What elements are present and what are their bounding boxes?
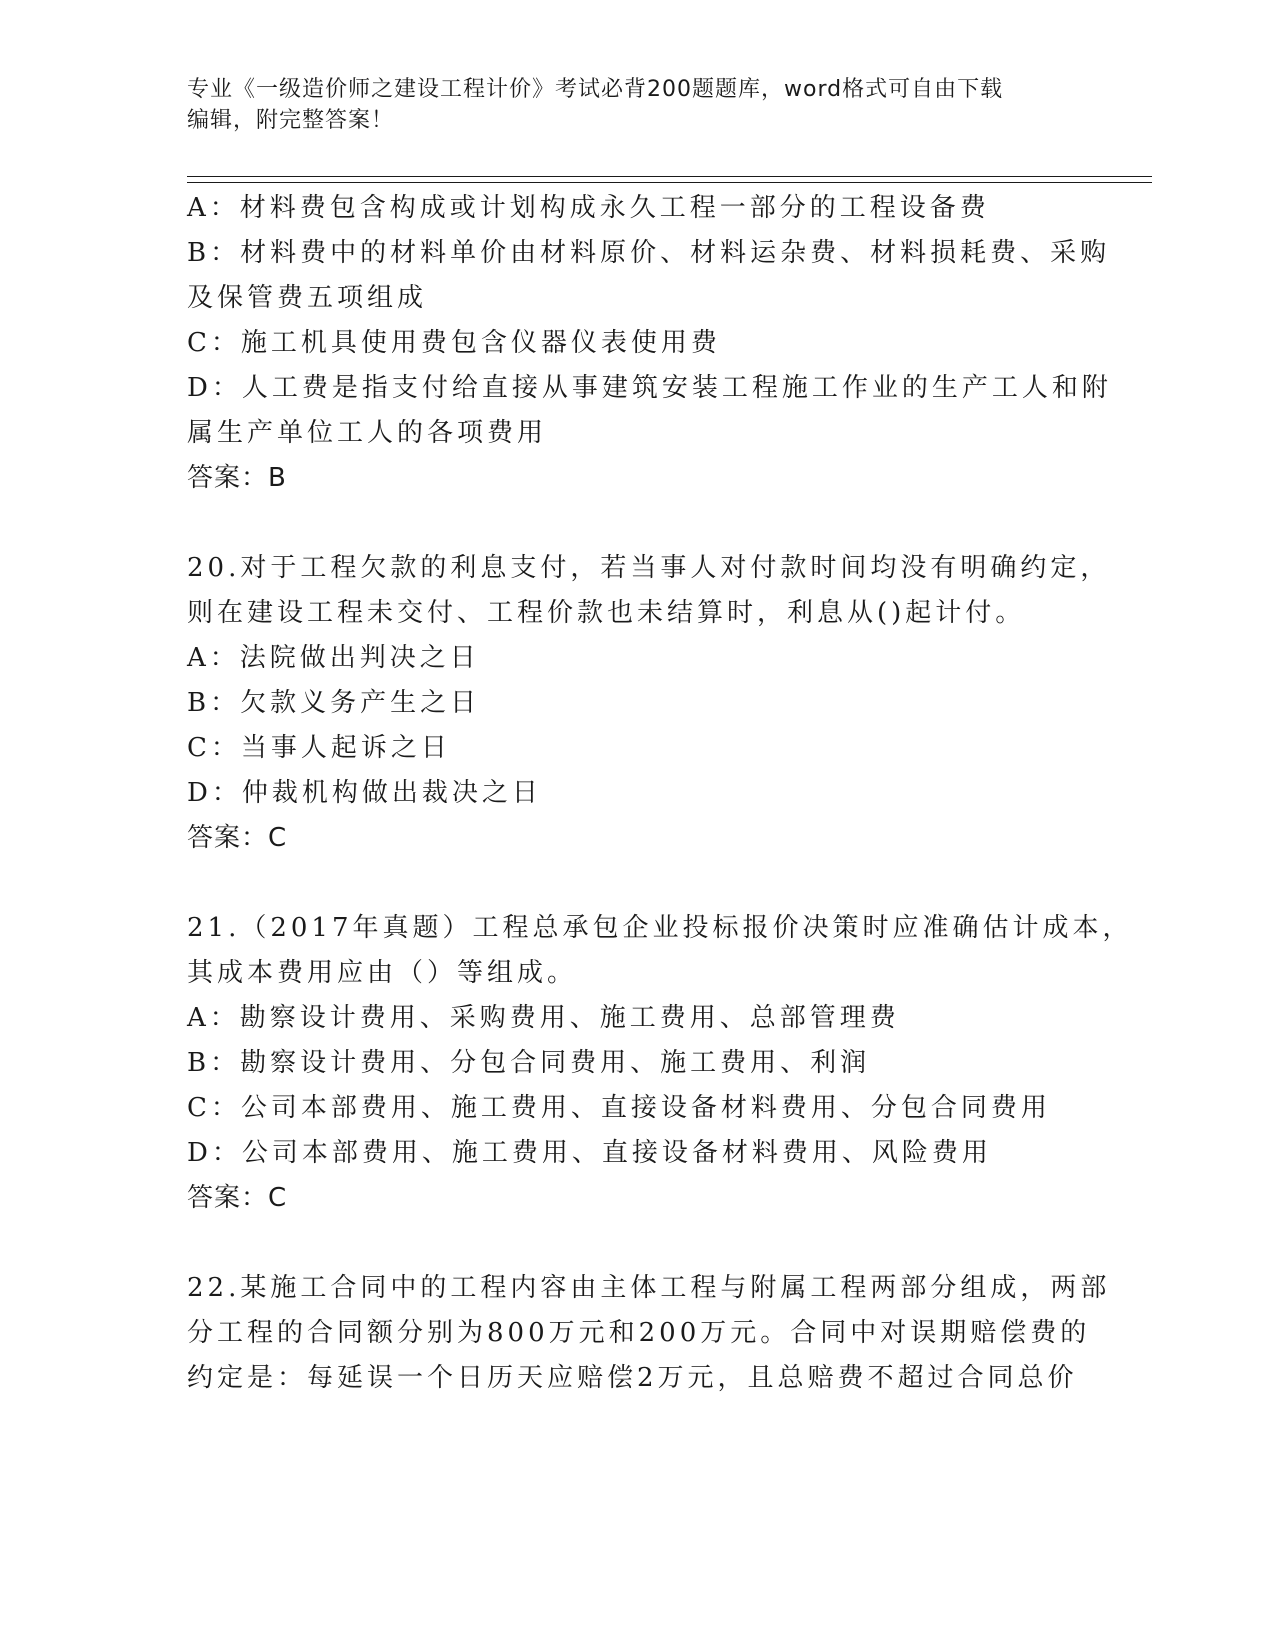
document-body [187, 186, 1133, 1401]
header-line-2: 编辑，附完整答案！ [187, 108, 395, 133]
option-c: C：当事人起诉之日 [187, 733, 451, 763]
option-d-continued: 属生产单位工人的各项费用 [187, 418, 548, 448]
header-rule-bottom [187, 182, 1152, 183]
question-stem: 21.（2017年真题）工程总承包企业投标报价决策时应准确估计成本， [187, 913, 1133, 943]
question-stem-continued: 分工程的合同额分别为800万元和200万元。合同中对误期赔偿费的 [187, 1318, 1091, 1348]
question-stem-continued: 其成本费用应由（）等组成。 [187, 958, 578, 988]
question-20 [187, 546, 1111, 861]
option-c: C：施工机具使用费包含仪器仪表使用费 [187, 328, 721, 358]
option-b: B：勘察设计费用、分包合同费用、施工费用、利润 [187, 1048, 871, 1078]
option-c: C：公司本部费用、施工费用、直接设备材料费用、分包合同费用 [187, 1093, 1051, 1123]
question-19-options [187, 186, 1112, 501]
answer: 答案：C [187, 1183, 288, 1213]
answer: 答案：B [187, 463, 287, 493]
question-stem: 22.某施工合同中的工程内容由主体工程与附属工程两部分组成，两部 [187, 1273, 1111, 1303]
option-a: A：法院做出判决之日 [187, 643, 480, 673]
header-line-1: 专业《一级造价师之建设工程计价》考试必背200题题库，word格式可自由下载 [187, 77, 1004, 102]
option-a: A：材料费包含构成或计划构成永久工程一部分的工程设备费 [187, 193, 990, 223]
option-d: D：公司本部费用、施工费用、直接设备材料费用、风险费用 [187, 1138, 992, 1168]
option-b: B：材料费中的材料单价由材料原价、材料运杂费、材料损耗费、采购 [187, 238, 1111, 268]
option-b-continued: 及保管费五项组成 [187, 283, 428, 313]
option-a: A：勘察设计费用、采购费用、施工费用、总部管理费 [187, 1003, 900, 1033]
option-d: D：仲裁机构做出裁决之日 [187, 778, 542, 808]
header-rule-top [187, 176, 1152, 177]
question-stem: 20.对于工程欠款的利息支付，若当事人对付款时间均没有明确约定， [187, 553, 1111, 583]
question-stem-continued: 约定是：每延误一个日历天应赔偿2万元，且总赔费不超过合同总价 [187, 1363, 1078, 1393]
question-stem-continued: 则在建设工程未交付、工程价款也未结算时，利息从()起计付。 [187, 598, 1026, 628]
question-21 [187, 906, 1133, 1221]
option-d: D：人工费是指支付给直接从事建筑安装工程施工作业的生产工人和附 [187, 373, 1112, 403]
question-22 [187, 1266, 1111, 1401]
document-header [187, 74, 1067, 136]
option-b: B：欠款义务产生之日 [187, 688, 481, 718]
answer: 答案：C [187, 823, 288, 853]
